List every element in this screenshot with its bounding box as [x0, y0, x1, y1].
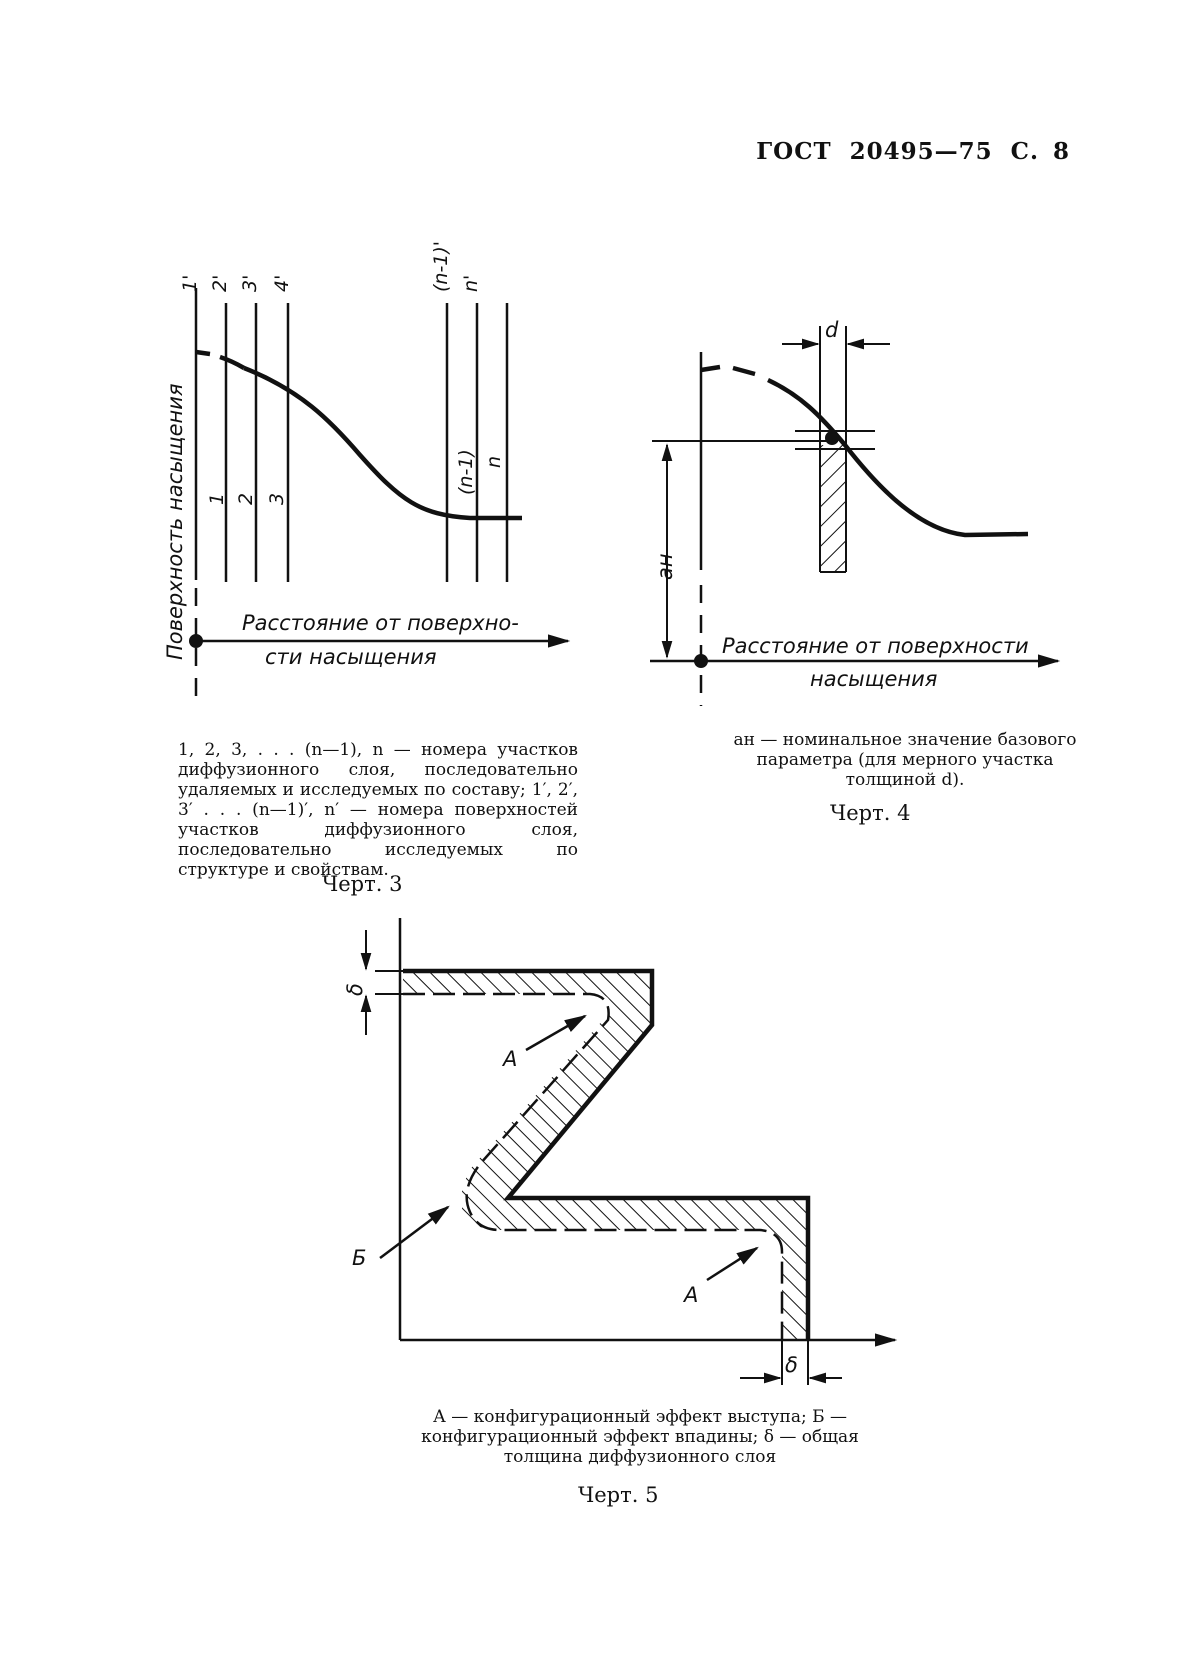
fig5-arrow-a-bottom — [707, 1248, 757, 1280]
fig4-caption: aн — номинальное значение базового параметра (для мерного участка толщиной d). — [733, 730, 1077, 790]
fig4-diagram — [650, 318, 1058, 706]
fig3-surface-label-4: 4' — [271, 274, 293, 292]
fig3-diagram — [163, 241, 568, 705]
fig4-curve — [768, 380, 1028, 535]
fig3-origin-dot — [189, 634, 203, 648]
fig5-delta-label-bottom: δ — [785, 1353, 798, 1377]
fig4-d-label: d — [825, 318, 839, 342]
fig3-section-label-n1: (n-1) — [455, 449, 477, 495]
fig5-arrow-b — [380, 1207, 448, 1258]
fig3-y-axis-label: Поверхность насыщения — [163, 383, 187, 660]
fig3-section-label-n: n — [483, 455, 505, 468]
fig4-origin-dot — [694, 654, 708, 668]
fig5-delta-label-top: δ — [343, 983, 367, 996]
fig3-x-axis-label-2: сти насыщения — [265, 645, 437, 669]
fig4-title: Черт. 4 — [830, 801, 911, 825]
page-prefix: С. — [1010, 138, 1039, 165]
fig3-surface-label-1: 1' — [179, 274, 201, 292]
fig3-surface-label-2: 2' — [209, 274, 231, 292]
fig4-measure-dot — [825, 431, 839, 445]
fig3-x-axis-label-1: Расстояние от поверхно- — [242, 611, 519, 635]
fig5-label-b: Б — [352, 1246, 367, 1270]
fig4-curve-dashed — [701, 367, 755, 374]
fig3-surface-label-3: 3' — [239, 274, 261, 292]
fig3-caption: 1, 2, 3, . . . (n—1), n — номера участков диффузионного слоя, последовательно удаляемых и исследуемых по составу; 1′, 2′, 3′ . . . (n—1)′, n′ — номера поверхностей участков диффузионного слоя, последовательно исследуемых по структуре и свойствам. — [178, 740, 578, 880]
fig3-surface-label-n: n' — [460, 274, 482, 292]
fig4-x-axis-label-1: Расстояние от поверхности — [722, 634, 1029, 658]
fig5-label-a-bottom: А — [684, 1283, 699, 1307]
page-number: 8 — [1052, 138, 1070, 165]
fig5-diagram — [343, 918, 895, 1385]
fig3-surface-label-n1: (n-1)' — [430, 240, 452, 292]
fig4-an-label: aн — [653, 553, 677, 580]
fig3-section-label-3: 3 — [266, 492, 288, 505]
fig5-title: Черт. 5 — [578, 1483, 659, 1507]
fig3-section-label-1: 1 — [206, 492, 228, 505]
fig5-label-a-top: А — [503, 1047, 518, 1071]
fig5-diffusion-layer — [403, 971, 808, 1340]
fig3-curve-dashed — [196, 352, 244, 368]
fig5-arrow-a-top — [526, 1016, 585, 1050]
fig4-x-axis-label-2: насыщения — [810, 667, 938, 691]
standard-number: 20495—75 — [849, 138, 993, 165]
fig3-section-label-2: 2 — [235, 492, 257, 505]
fig5-caption: А — конфигурационный эффект выступа; Б — конфигурационный эффект впадины; δ — общая толщина диффузионного слоя — [421, 1407, 859, 1467]
fig4-hatched-section — [820, 445, 846, 572]
standard-label: ГОСТ — [756, 138, 832, 165]
fig3-title: Черт. 3 — [322, 872, 403, 896]
